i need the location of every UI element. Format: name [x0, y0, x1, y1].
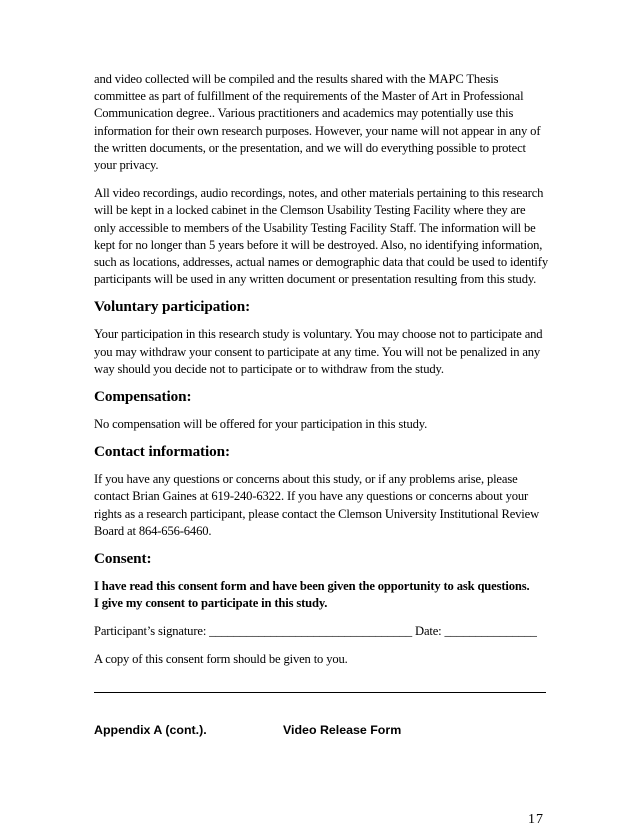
compensation-text: No compensation will be offered for your participation in this study. [94, 417, 428, 432]
copy-note: A copy of this consent form should be given to you. [94, 652, 348, 667]
data-use-paragraph: and video collected will be compiled and the results shared with the MAPC Thesis committee as part of fulfillment of the requirements of the Master of Art in Professional Communication degree.. Various practitioners and academics may potentially use this information for their own research purposes. However, your name will not appear in any of the written documents, or the presentation, and we will do everything possible to protect your privacy. [94, 72, 541, 173]
page-number: 17 [528, 812, 544, 827]
consent-statement-line-1: I have read this consent form and have been given the opportunity to ask questions. [94, 579, 530, 594]
voluntary-participation-heading: Voluntary participation: [94, 298, 251, 316]
storage-paragraph: All video recordings, audio recordings, notes, and other materials pertaining to this research will be kept in a locked cabinet in the Clemson Usability Testing Facility where they are only accessible to members of the Usability Testing Facility Staff. The information will be kept for no longer than 5 years before it will be destroyed. Also, no identifying information, such as locations, addresses, actual names or demographic data that could be used to identify participants will be used in any written document or presentation resulting from this study. [94, 186, 548, 287]
consent-statement-line-2: I give my consent to participate in this study. [94, 596, 328, 611]
consent-statement [94, 578, 550, 612]
form-title: Video Release Form [283, 723, 402, 737]
voluntary-participation-text: Your participation in this research study is voluntary. You may choose not to participate and you may withdraw your consent to participate at any time. You will not be penalized in any way should you decide not to participate or to withdraw from the study. [94, 327, 543, 376]
page-content [94, 71, 550, 668]
contact-information-text: If you have any questions or concerns about this study, or if any problems arise, please contact Brian Gaines at 619-240-6322. If you have any questions or concerns about your rights as a research participant, please contact the Clemson University Institutional Review Board at 864-656-6460. [94, 472, 540, 538]
appendix-label: Appendix A (cont.). [94, 723, 207, 737]
consent-heading: Consent: [94, 550, 152, 568]
signature-line: Participant’s signature: _________________________________ Date: _______________ [94, 624, 537, 639]
contact-information-heading: Contact information: [94, 443, 230, 461]
compensation-heading: Compensation: [94, 388, 192, 406]
horizontal-divider [94, 692, 546, 693]
